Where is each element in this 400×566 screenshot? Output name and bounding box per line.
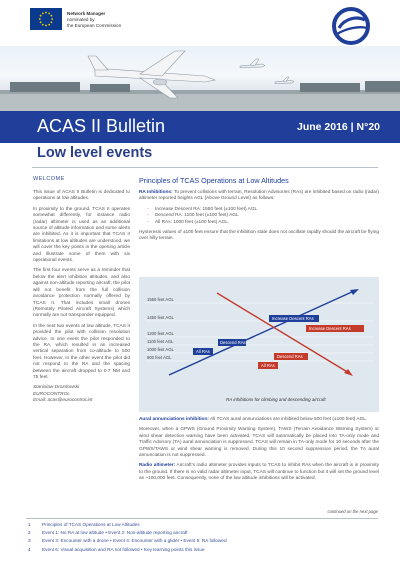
nm-line2: nominated by	[67, 16, 95, 22]
ra-inhibitions-lead: RA Inhibitions:	[139, 190, 173, 195]
aural-paragraph	[139, 417, 379, 423]
climb-label: All RAs	[196, 349, 210, 355]
aural-lead: Aural annunciations inhibition:	[139, 417, 209, 422]
diagram-caption: RA inhibitions for climbing and descending aircraft	[226, 397, 326, 402]
list-item: - Descend RA: 1100 feet (±100 feet) AGL	[155, 213, 379, 219]
radio-paragraph	[139, 463, 379, 482]
descend-label: All RAs	[261, 363, 275, 369]
toc-item[interactable]	[28, 546, 227, 554]
editorial-paragraph: In proximity to the ground, TCAS II operates somewhat differently, for instance radio (radar) altimeter is used as an additional source of altitude information and some alerts are inhibited. As it is important that TCAS II limitations at low altitudes are understood, we will cover the key points in the opening article and illustrate some of them with six operational events.	[33, 206, 130, 264]
signature-email[interactable]: Email: acas@eurocontrol.int	[33, 398, 93, 404]
climb-label: Increase Descent RAs	[272, 316, 314, 322]
nm-line3: the European Commission	[67, 22, 122, 28]
toc-divider	[26, 518, 378, 519]
inhibition-list	[139, 207, 379, 226]
article-body-top	[139, 190, 379, 247]
editorial-paragraph: The first four events serve as a reminder that below the alert inhibition altitudes, and also against non-altitude reporting aircraft, the pilot will not benefit from the full collision avoidance protection normally offered by TCAS II. That includes small drones (Remotely Piloted Aircraft Systems) which normally are not transponder equipped.	[33, 268, 130, 319]
radio-lead: Radio altimeter:	[139, 463, 176, 469]
page-subtitle: Low level events	[37, 145, 153, 161]
aircraft-hero-image	[0, 46, 400, 111]
aural-text: All TCAS aural annunciations are inhibited below 500 feet (±100 feet) AGL.	[208, 417, 368, 422]
continued-note: continued on the next page	[327, 509, 378, 514]
list-item: - All RAs: 1000 feet (±100 feet) AGL.	[155, 220, 379, 226]
toc-page-number: 3	[28, 538, 31, 544]
descend-label: Descend RAs	[277, 354, 303, 360]
signature-name: Stanislaw Drozdowski	[33, 385, 80, 391]
ra-inhibitions-paragraph	[139, 190, 379, 203]
toc-text: Principles of TCAS Operations at Low Altitudes	[42, 522, 140, 527]
signature-org: EUROCONTROL	[33, 391, 70, 397]
radio-text: Aircraft’s radio altimeter provides inputs to TCAS to inhibit RAs when the aircraft is in proximity to the ground. If there is no valid radar altimeter input, TCAS will continue to function but it will set the ground level as ~100,000 feet. Consequently, none of the low altitude inhibitions will be activated.	[139, 463, 380, 482]
climb-arrowhead	[350, 289, 359, 295]
ra-inhibitions-text: To prevent collisions with terrain, Resolution Advisories (RAs) are inhibited based on radio (radar) altimeter reported heights AGL (Above Ground Level) as follows:	[139, 190, 379, 202]
nm-line1: Network Manager	[67, 11, 106, 16]
toc-page-number: 1	[28, 522, 31, 527]
toc-page-number: 2	[28, 530, 31, 536]
level-label: 1100 feet AGL	[147, 339, 174, 344]
article-body-bottom	[139, 417, 379, 487]
welcome-heading: WELCOME	[33, 176, 65, 182]
divider	[32, 167, 378, 168]
editorial-paragraph: This issue of ACAS II Bulletin is dedicated to operations at low altitudes.	[33, 190, 130, 202]
network-manager-text	[67, 11, 121, 28]
toc-item[interactable]	[28, 537, 227, 545]
toc-item[interactable]	[28, 521, 227, 529]
editorial-paragraph: In the next two events at low altitude, TCAS II provided the pilot with collision resolution advice. In one event the pilot responded to the RA, which resulted in an increased vertical separation from co-altitude to 500 feet. However, in the other event the pilot did not respond to the RA and the spacing between the aircraft dropped to 0.7 NM and 75 feet.	[33, 323, 130, 380]
gpws-paragraph: Moreover, when a GPWS (Ground Proximity Warning System), TAWS (Terrain Avoidance Warning System) or wind shear detection warning have been activated, TCAS will automatically be placed into TA-only mode and Traffic Advisory (TA) aural annunciation is suppressed. TCAS will remain in TA-only mode for 10 seconds after the GPWS/TAWS or wind shear warning is removed. During this 10 second suppression period, the TA aural annunciation is not suppressed.	[139, 427, 379, 459]
article-title: Principles of TCAS Operations at Low Altitudes	[139, 176, 289, 185]
level-label: 900 feet AGL	[147, 355, 172, 360]
climb-label: Descend RAs	[220, 340, 246, 346]
ra-inhibition-diagram	[139, 277, 379, 412]
hysteresis-paragraph: Hysteresis values of ±100 feet ensure that the inhibition state does not oscillate rapidly should the aircraft be flying over hilly terrain.	[139, 230, 379, 242]
table-of-contents	[28, 521, 227, 554]
level-label: 1550 feet AGL	[147, 297, 174, 302]
issue-number: June 2016 | N°20	[296, 121, 380, 133]
level-label: 1450 feet AGL	[147, 315, 174, 320]
toc-item[interactable]	[28, 529, 227, 537]
toc-text: Event 6: Visual acquisition and RA not followed • Key learning points this issue	[42, 546, 205, 552]
toc-text: Event 1: No RA at low altitude • Event 2: Non-altitude reporting aircraft	[42, 530, 188, 536]
descend-label: Increase Descent RAs	[309, 326, 351, 332]
level-label: 1000 feet AGL	[147, 347, 174, 352]
level-label: 1200 feet AGL	[147, 331, 174, 336]
toc-page-number: 4	[28, 546, 31, 552]
editorial-column	[33, 190, 130, 405]
eu-flag-logo	[30, 8, 62, 30]
bulletin-title: ACAS II Bulletin	[37, 116, 166, 136]
toc-text: Event 3: Encounter with a drone • Event 4: Encounter with a glider • Event 5: RA followed	[42, 538, 227, 544]
list-item: - Increase Descent RA: 1550 feet (±100 feet) AGL	[155, 207, 379, 213]
